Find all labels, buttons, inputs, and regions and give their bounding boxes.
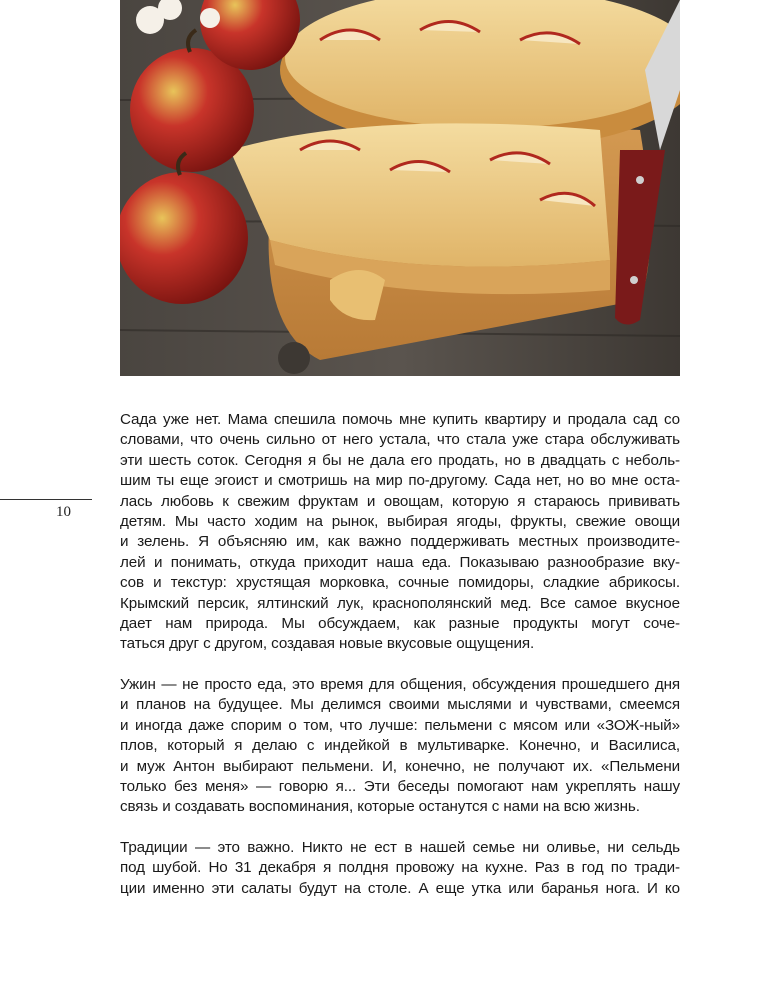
text-line: эти шесть соток. Сегодня я бы не дала его продать, но в двадцать с неболь- [120, 451, 680, 469]
text-line: и муж Антон выбирают пельмени. И, конечно, не получают их. «Пельмени [120, 757, 680, 775]
apple-pie-photo [120, 0, 680, 376]
text-line: Ужин — не просто еда, это время для общения, обсуждения прошедшего дня [120, 675, 680, 693]
text-line: под шубой. Но 31 декабря я полдня провожу на кухне. Раз в год по тради- [120, 859, 680, 877]
text-line: ции именно эти салаты будут на столе. А еще утка или баранья нога. И ко [120, 879, 680, 897]
text-line: плов, который я делаю с индейкой в мультиварке. Конечно, и Василиса, [120, 737, 680, 755]
text-line: шим ты еще эгоист и смотришь на мир по-другому. Сада нет, но во мне оста- [120, 472, 680, 490]
text-line: и иногда даже спорим о том, что лучше: пельмени с мясом или «ЗОЖ-ный» [120, 716, 680, 734]
text-line: таться друг с другом, создавая новые вкусовые ощущения. [120, 635, 535, 653]
text-line: и зелень. Я объясняю им, как важно поддерживать местных производите- [120, 533, 680, 551]
text-line: словами, что очень сильно от него устала, что стала уже стара обслуживать [120, 431, 680, 449]
text-line: лась любовь к свежим фруктам и овощам, которую я стараюсь прививать [120, 492, 680, 510]
text-line: детям. Мы часто ходим на рынок, выбирая ягоды, фрукты, свежие овощи [120, 513, 680, 531]
text-line: дает нам природа. Мы обсуждаем, как разные продукты могут соче- [120, 615, 680, 633]
text-line: связь и создавать воспоминания, которые останутся с нами на всю жизнь. [120, 798, 640, 816]
text-line: Крымский персик, ялтинский лук, краснополянский мед. Все самое вкусное [120, 594, 680, 612]
paragraph [120, 838, 680, 899]
text-line: Сада уже нет. Мама спешила помочь мне купить квартиру и продала сад со [120, 411, 680, 428]
photo [120, 0, 680, 376]
text-line: лей и понимать, откуда приходит наша еда. Показываю разнообразие вку- [120, 553, 680, 571]
paragraph [120, 410, 680, 655]
page-number: 10 [56, 504, 71, 520]
page-rule [0, 499, 92, 500]
text-line: Традиции — это важно. Никто не ест в нашей семье ни оливье, ни сельдь [120, 838, 680, 856]
text-line: и планов на будущее. Мы делимся своими мыслями и чувствами, смеемся [120, 696, 680, 714]
text-line: сов и текстур: хрустящая морковка, сочные помидоры, сладкие абрикосы. [120, 574, 680, 592]
text-line: только без меня» — говорю я... Эти беседы помогают нам укреплять нашу [120, 777, 680, 795]
text-block [120, 410, 680, 899]
paragraph [120, 675, 680, 818]
